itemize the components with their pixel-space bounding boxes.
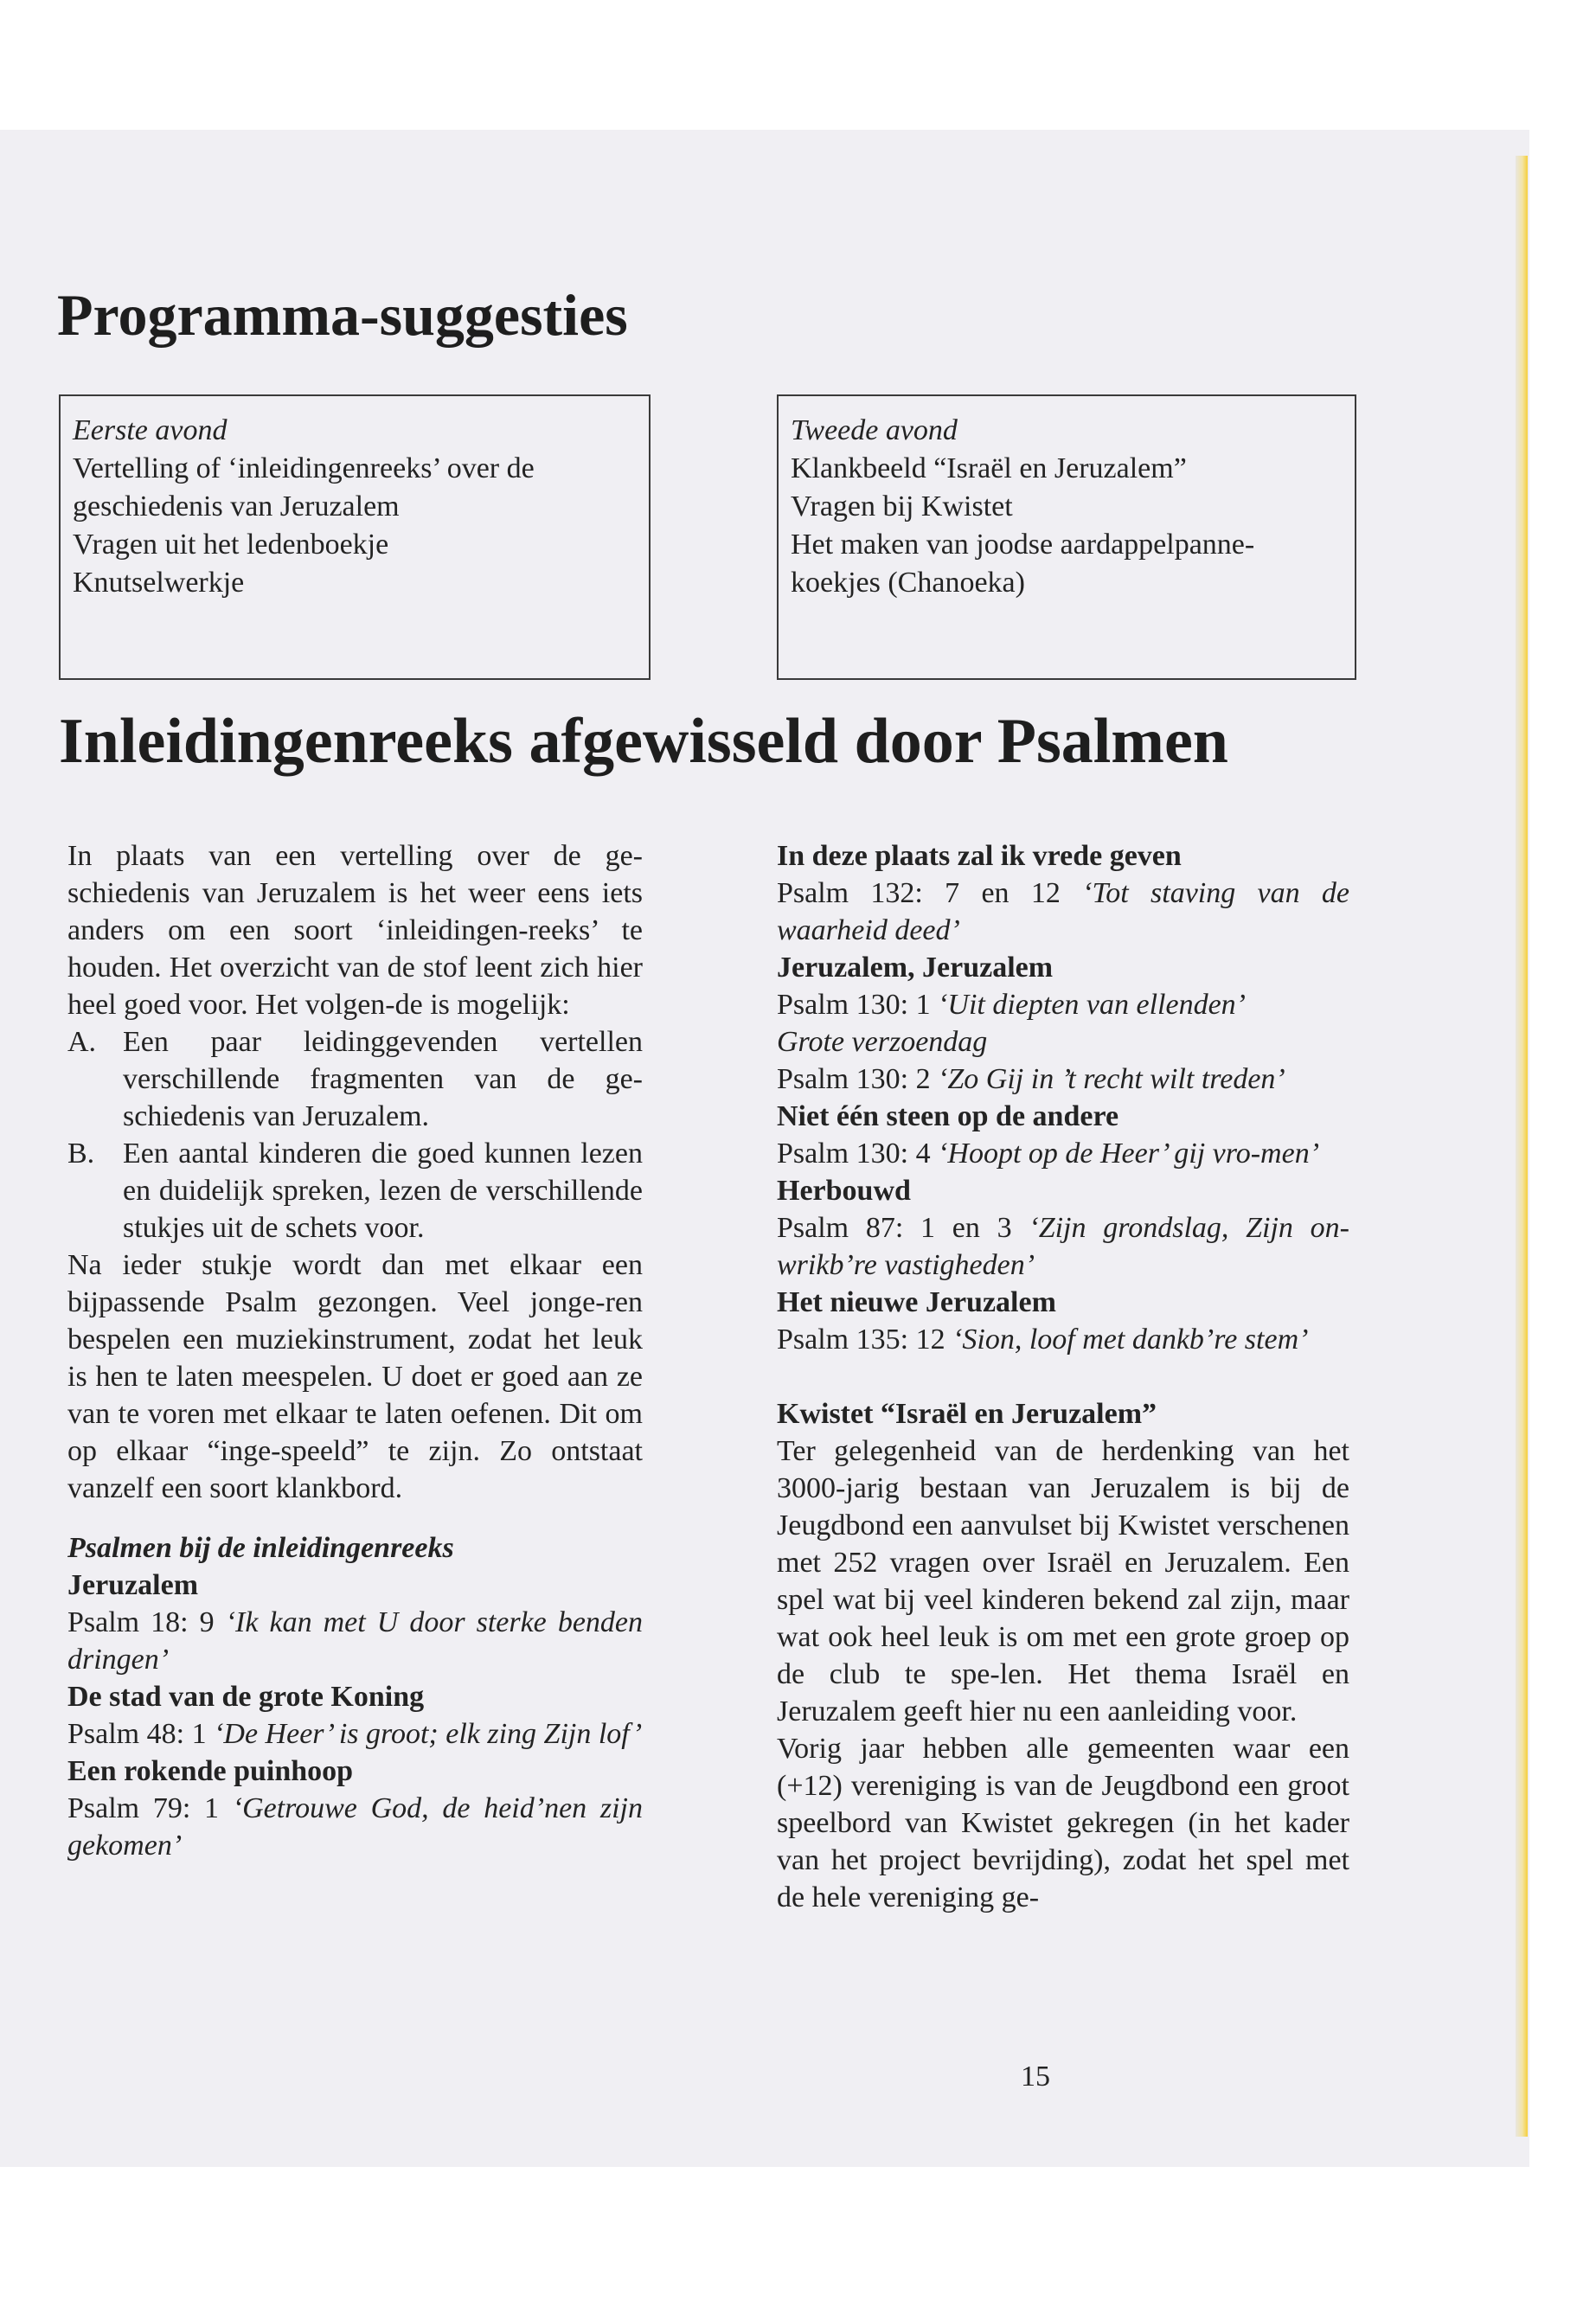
box-left-line: Vertelling of ‘inleidingenreeks’ over de: [73, 452, 535, 484]
list-item: [67, 1023, 643, 1135]
psalm-quote: ‘Getrouwe God, de heid’nen zijn gekomen’: [67, 1792, 644, 1862]
box-second-evening: [777, 394, 1356, 680]
psalm-entry: [777, 1061, 1349, 1098]
box-right-heading: Tweede avond: [791, 414, 958, 446]
psalm-ref: Psalm 87: 1 en 3: [777, 1212, 1012, 1244]
closing-paragraph: Na ieder stukje wordt dan met elkaar een bijpassende Psalm gezongen. Veel jonge-ren bespelen een muziekinstrument, zodat het leuk is hen te laten meespelen. U doet er goed aan ze van te voren met elkaar te laten oefenen. Dit om op elkaar “inge-speeld” te zijn. Zo ontstaat vanzelf een soort klankbord.: [67, 1249, 643, 1504]
psalm-title: Herbouwd: [777, 1175, 911, 1207]
box-left-line: Knutselwerkje: [73, 567, 245, 599]
page-title: Programma-suggesties: [57, 282, 628, 348]
psalm-ref: Psalm 130: 1: [777, 989, 931, 1021]
psalm-entry: [67, 1790, 643, 1864]
kwistet-paragraph: Vorig jaar hebben alle gemeenten waar een (+12) vereniging is van de Jeugdbond een groot speelbord van Kwistet gekregen (in het kader van het project bevrijding), zodat het spel met de hele vereniging ge-: [777, 1733, 1349, 1913]
psalm-quote: ‘De Heer’ is groot; elk zing Zijn lof’: [214, 1718, 643, 1750]
box-left-line: geschiedenis van Jeruzalem: [73, 490, 400, 522]
psalm-ref: Psalm 130: 4: [777, 1138, 931, 1170]
psalm-ref: Psalm 132: 7 en 12: [777, 877, 1061, 909]
kwistet-paragraph: Ter gelegenheid van de herdenking van het 3000-jarig bestaan van Jeruzalem is bij de Jeugdbond een aanvulset bij Kwistet verschenen met 252 vragen over Israël en Jeruzalem. Een spel wat bij veel kinderen bekend zal zijn, maar wat ook heel leuk is om met een grote groep op de club te spe-len. Het thema Israël en Jeruzalem geeft hier nu een aanleiding voor.: [777, 1435, 1349, 1727]
psalm-ref: Psalm 130: 2: [777, 1063, 931, 1095]
section-title: Inleidingenreeks afgewisseld door Psalmen: [59, 706, 1228, 777]
box-right-line: Het maken van joodse aardappelpanne-: [791, 529, 1255, 561]
intro-paragraph: In plaats van een vertelling over de ge-schiedenis van Jeruzalem is het weer eens iets anders om een soort ‘inleidingen-reeks’ te houden. Het overzicht van de stof leent zich hier heel goed voor. Het volgen-de is mogelijk:: [67, 840, 643, 1021]
psalm-entry: [777, 875, 1349, 949]
psalm-title: De stad van de grote Koning: [67, 1681, 425, 1713]
psalm-quote: ‘Ik kan met U door sterke benden dringen’: [67, 1606, 643, 1676]
right-column: [777, 837, 1349, 1916]
psalm-ref: Psalm 48: 1: [67, 1718, 207, 1750]
psalm-ref: Psalm 135: 12: [777, 1324, 945, 1356]
psalm-title: Het nieuwe Jeruzalem: [777, 1286, 1056, 1318]
list-item: [67, 1135, 643, 1247]
kwistet-heading: Kwistet “Israël en Jeruzalem”: [777, 1398, 1157, 1430]
psalm-title: Een rokende puinhoop: [67, 1755, 354, 1787]
list-text: Een paar leidinggevenden vertellen verschillende fragmenten van de ge-schiedenis van Jeruzalem.: [123, 1026, 643, 1132]
psalm-quote: ‘Tot staving van de waarheid deed’: [777, 877, 1349, 946]
psalm-title: In deze plaats zal ik vrede geven: [777, 840, 1182, 872]
psalm-quote: ‘Zo Gij in ’t recht wilt treden’: [938, 1063, 1285, 1095]
box-left-heading: Eerste avond: [73, 414, 228, 446]
list-text: Een aantal kinderen die goed kunnen lezen en duidelijk spreken, lezen de verschillende stukjes uit de schets voor.: [123, 1138, 643, 1244]
psalm-entry: [67, 1604, 643, 1678]
box-first-evening: [59, 394, 651, 680]
box-left-line: Vragen uit het ledenboekje: [73, 529, 389, 561]
psalm-quote: ‘Uit diepten van ellenden’: [938, 989, 1246, 1021]
psalm-title: Jeruzalem: [67, 1569, 199, 1601]
list-label: A.: [67, 1026, 97, 1058]
box-right-line: Klankbeeld “Israël en Jeruzalem”: [791, 452, 1187, 484]
psalm-entry: [777, 1135, 1349, 1172]
psalm-quote: ‘Zijn grondslag, Zijn on-wrikb’re vastigheden’: [777, 1212, 1349, 1281]
psalm-ref: Psalm 79: 1: [67, 1792, 220, 1824]
psalm-quote: ‘Sion, loof met dankb’re stem’: [952, 1324, 1309, 1356]
psalms-heading: Psalmen bij de inleidingenreeks: [67, 1532, 454, 1564]
psalm-ref: Psalm 18: 9: [67, 1606, 215, 1638]
psalm-title: Niet één steen op de andere: [777, 1100, 1119, 1132]
psalm-title-italic: Grote verzoendag: [777, 1026, 988, 1058]
page-number: 15: [1021, 2061, 1050, 2093]
psalm-title: Jeruzalem, Jeruzalem: [777, 952, 1054, 984]
psalm-entry: [777, 1209, 1349, 1284]
list-label: B.: [67, 1138, 95, 1170]
psalm-entry: [777, 986, 1349, 1023]
box-right-line: Vragen bij Kwistet: [791, 490, 1013, 522]
box-right-line: koekjes (Chanoeka): [791, 567, 1025, 599]
psalm-entry: [67, 1715, 643, 1753]
page-edge: [1516, 156, 1528, 2137]
psalm-quote: ‘Hoopt op de Heer’ gij vro-men’: [938, 1138, 1320, 1170]
psalm-entry: [777, 1321, 1349, 1358]
left-column: [67, 837, 643, 1864]
